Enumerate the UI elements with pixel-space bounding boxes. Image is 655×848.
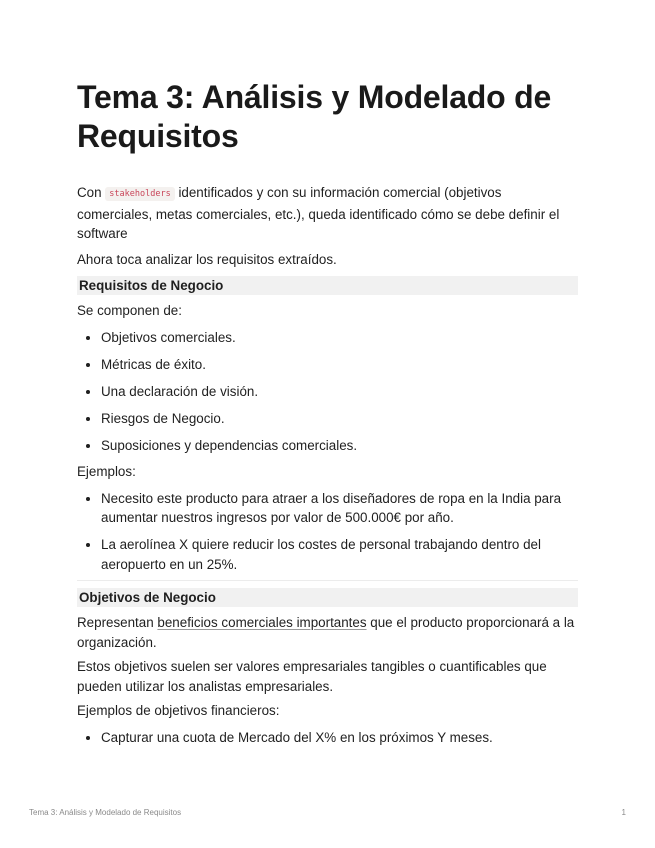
list-item: • Necesito este producto para atraer a los diseñadores de ropa en la India para aumentar nuestros ingresos por valor de 500.000€ por año. [101,489,578,528]
components-lead: Se componen de: [77,303,182,318]
objectives-text-end: que el producto proporcionará a la organización. [77,615,575,650]
intro-text-end: identificados y con su información comercial (objetivos comerciales, metas comerciales, etc.), queda identificado cómo se debe definir el software [77,185,560,241]
beneficios-link[interactable]: beneficios comerciales importantes [157,615,367,630]
list-item: • Una declaración de visión. [101,382,578,402]
footer-page-number: 1 [621,808,626,817]
list-item: • Métricas de éxito. [101,355,578,375]
components-list [77,328,578,456]
list-item: • Objetivos comerciales. [101,328,578,348]
examples-list [77,489,578,575]
document-page [77,78,578,748]
financial-objectives-list [77,728,578,748]
objectives-paragraph-3: Ejemplos de objetivos financieros: [77,703,280,718]
objectives-paragraph-2: Estos objetivos suelen ser valores empresariales tangibles o cuantificables que pueden utilizar los analistas empresariales. [77,659,547,694]
heading-requisitos-negocio: Requisitos de Negocio [77,276,578,295]
intro-paragraph [77,183,578,244]
list-item: • Riesgos de Negocio. [101,409,578,429]
list-item: • Suposiciones y dependencias comerciales. [101,436,578,456]
section-divider [77,580,578,581]
page-title: Tema 3: Análisis y Modelado de Requisitos [77,79,552,154]
intro-text-start: Con [77,185,106,200]
heading-objetivos-negocio: Objetivos de Negocio [77,588,578,607]
objectives-paragraph-1 [77,613,578,652]
intro-paragraph-2: Ahora toca analizar los requisitos extraídos. [77,251,337,267]
objectives-text-start: Representan [77,615,158,630]
list-item: • La aerolínea X quiere reducir los costes de personal trabajando dentro del aeropuerto en un 25%. [101,535,578,574]
examples-label: Ejemplos: [77,463,136,479]
list-item: • Capturar una cuota de Mercado del X% en los próximos Y meses. [101,728,578,748]
inline-code-stakeholders: stakeholders [105,187,174,201]
footer-title: Tema 3: Análisis y Modelado de Requisitos [29,808,182,817]
